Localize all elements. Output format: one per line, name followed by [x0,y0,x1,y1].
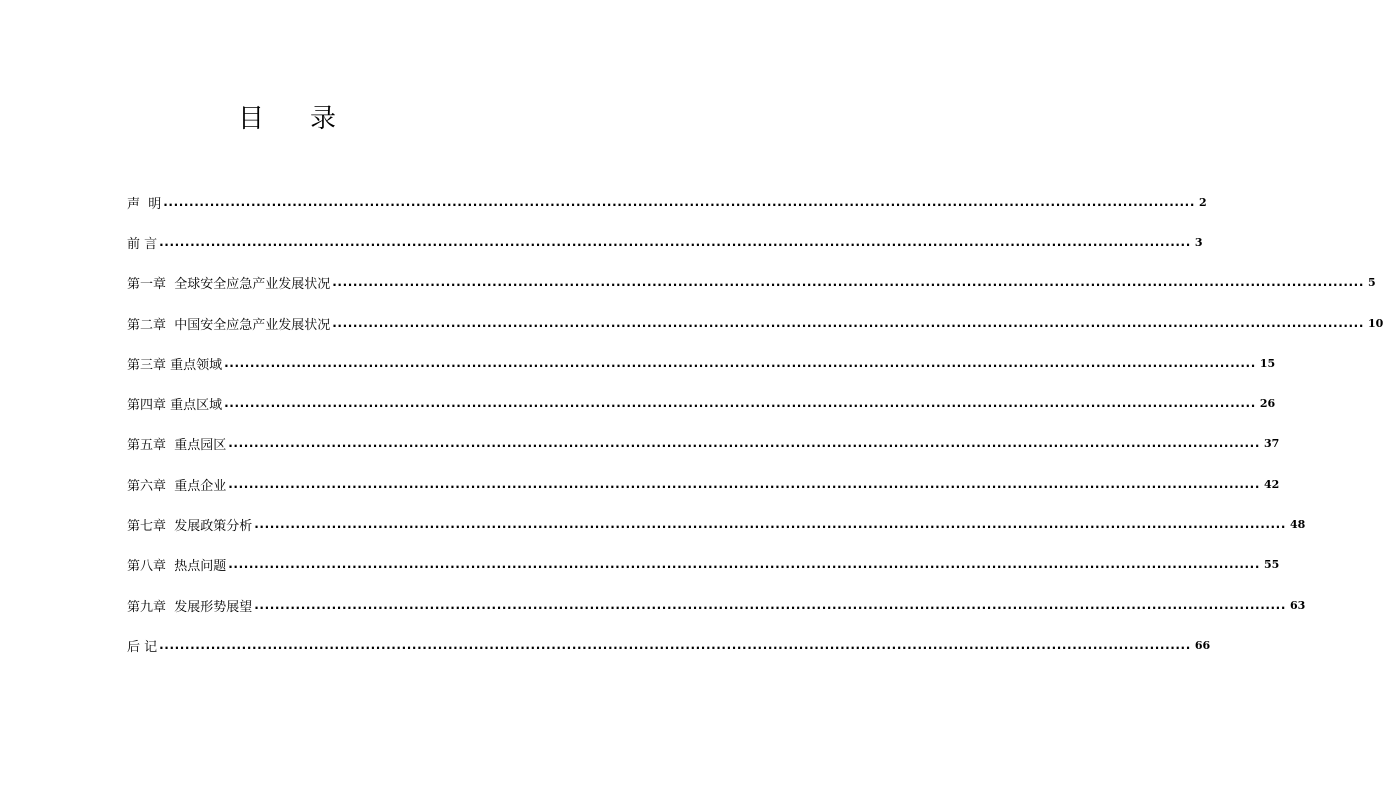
toc-entry-page: 15 [1259,356,1276,370]
toc-entry-label: 第九章 发展形势展望 [127,599,253,615]
toc-entry-label: 第五章 重点园区 [127,438,227,454]
toc-leader: ........................................................................................................................................................................................................ [159,234,1191,249]
toc-entry-page: 3 [1194,235,1203,249]
toc-entry[interactable] [127,424,1280,464]
toc-entry[interactable] [127,303,1383,343]
toc-entry[interactable] [127,585,1306,625]
toc-entry-page: 63 [1289,598,1306,612]
toc-leader: ........................................................................................................................................................................................................ [224,355,1256,370]
toc-entry-label: 第三章 重点领域 [127,357,223,373]
toc-entry-label: 第四章 重点区域 [127,398,223,414]
toc-entry-page: 48 [1289,518,1306,532]
toc-entry[interactable] [127,263,1376,303]
toc-leader: ........................................................................................................................................................................................................ [163,194,1195,209]
toc-entry-page: 5 [1367,276,1376,290]
toc-entry[interactable] [127,545,1280,585]
page-title: 目录 [237,104,382,134]
toc-entry[interactable] [127,222,1203,262]
toc-entry-label: 第二章 中国安全应急产业发展状况 [127,317,331,333]
toc-entry-label: 第七章 发展政策分析 [127,519,253,535]
toc-leader: ........................................................................................................................................................................................................ [228,557,1260,572]
toc-entry-page: 55 [1263,558,1280,572]
toc-leader: ........................................................................................................................................................................................................ [254,517,1286,532]
toc-leader: ........................................................................................................................................................................................................ [228,476,1260,491]
toc-entry[interactable] [127,182,1207,222]
toc-entry[interactable] [127,383,1276,423]
toc-entry-page: 10 [1367,316,1383,330]
toc-leader: ........................................................................................................................................................................................................ [332,315,1364,330]
toc-entry[interactable] [127,343,1276,383]
toc-entry-label: 第一章 全球安全应急产业发展状况 [127,277,331,293]
toc-entry-page: 66 [1194,638,1211,652]
toc-entry-label: 前 言 [127,236,158,252]
table-of-contents [127,182,1383,666]
toc-entry-label: 声 明 [127,196,162,212]
toc-entry-label: 第八章 热点问题 [127,559,227,575]
toc-entry-page: 26 [1259,397,1276,411]
toc-entry[interactable] [127,464,1280,504]
toc-entry-page: 42 [1263,477,1280,491]
toc-entry-page: 37 [1263,437,1280,451]
toc-entry[interactable] [127,504,1306,544]
toc-leader: ........................................................................................................................................................................................................ [224,396,1256,411]
toc-leader: ........................................................................................................................................................................................................ [332,275,1364,290]
toc-leader: ........................................................................................................................................................................................................ [228,436,1260,451]
toc-leader: ........................................................................................................................................................................................................ [254,597,1286,612]
toc-leader: ........................................................................................................................................................................................................ [159,637,1191,652]
toc-entry-label: 第六章 重点企业 [127,478,227,494]
toc-entry[interactable] [127,625,1211,665]
toc-entry-page: 2 [1198,195,1207,209]
toc-entry-label: 后 记 [127,639,158,655]
